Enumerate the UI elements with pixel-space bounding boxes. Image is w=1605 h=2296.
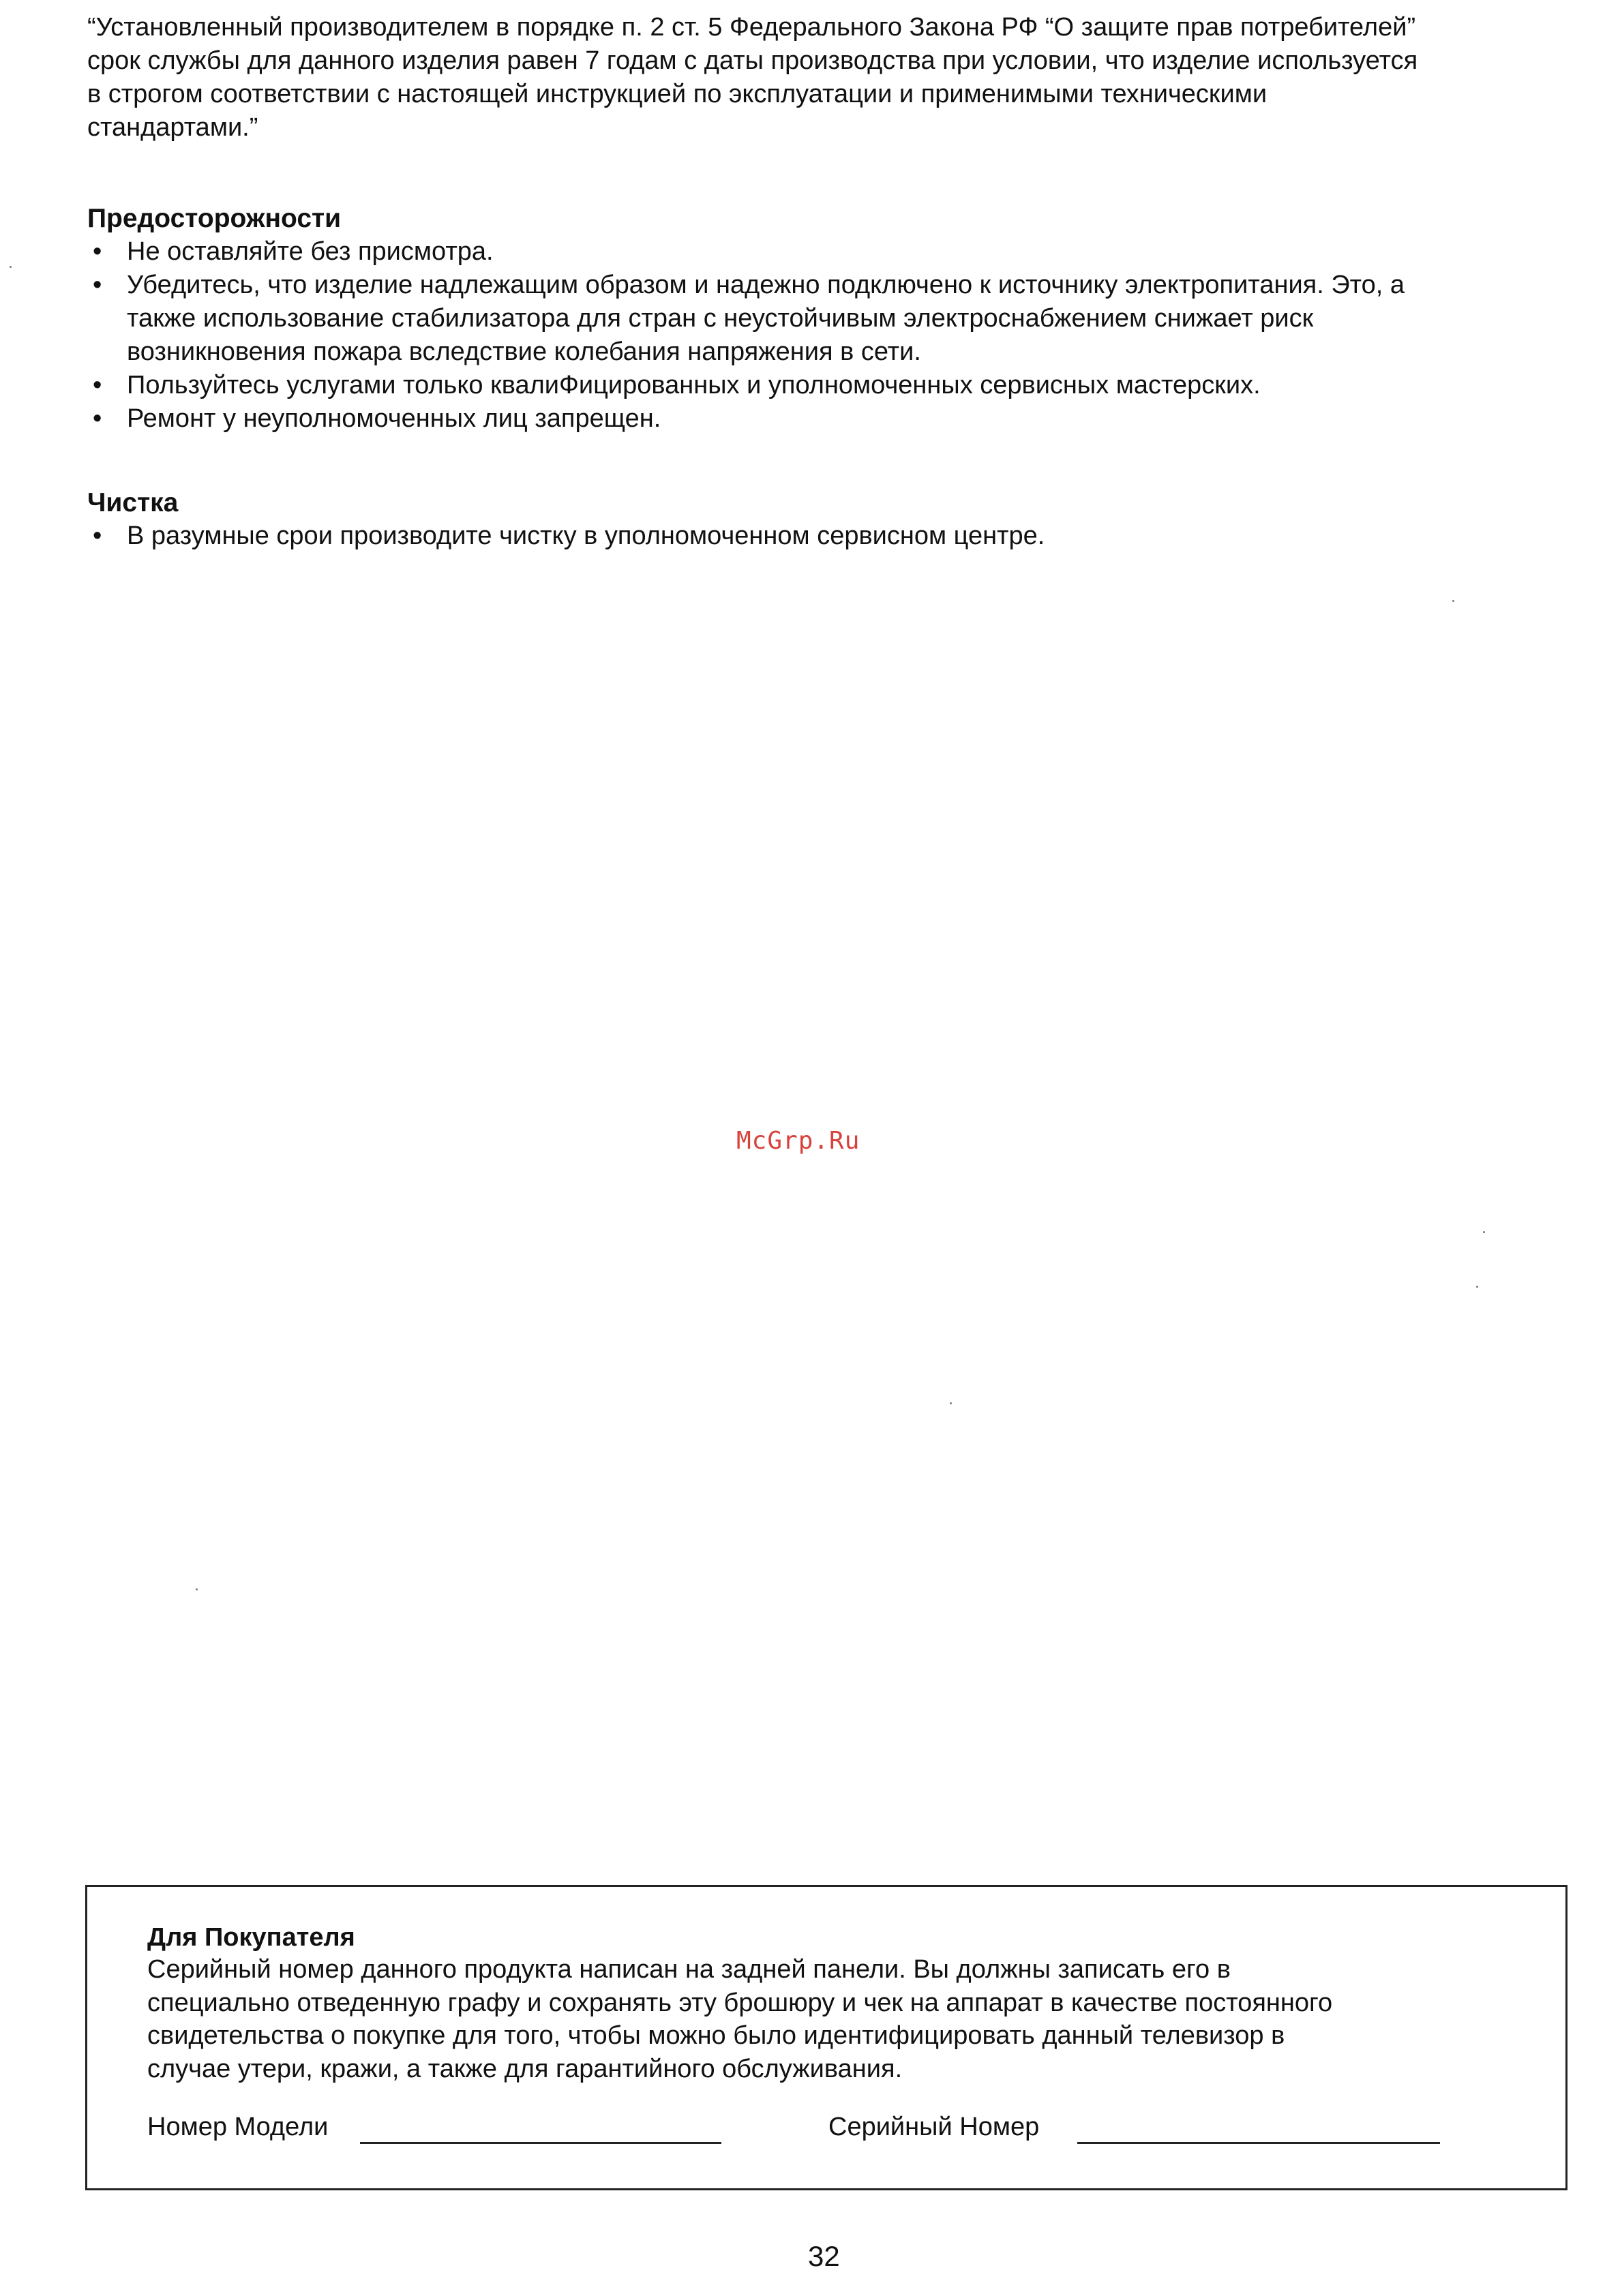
buyer-line: Серийный номер данного продукта написан на задней панели. Вы должны записать его в — [147, 1955, 1231, 1984]
scan-speck — [196, 1588, 198, 1590]
serial-number-field — [828, 2111, 1039, 2143]
list-item-text: Пользуйтесь услугами только квалиФицированных и уполномоченных сервисных мастерских. — [127, 371, 1261, 399]
intro-line: в строгом соответствии с настоящей инструкцией по эксплуатации и применимыми техническими — [87, 80, 1268, 108]
serial-number-blank[interactable] — [1077, 2142, 1440, 2144]
buyer-line: свидетельства о покупке для того, чтобы можно было идентифицировать данный телевизор в — [147, 2021, 1285, 2050]
list-item — [87, 369, 1574, 402]
list-item-text: также использование стабилизатора для стран с неустойчивым электроснабжением снижает риск — [127, 304, 1314, 333]
intro-line: стандартами.” — [87, 113, 258, 142]
list-item-text: Убедитесь, что изделие надлежащим образом и надежно подключено к источнику электропитания. Это, а — [127, 271, 1405, 299]
service-life-statement — [87, 11, 1574, 145]
scan-speck — [1476, 1286, 1478, 1288]
intro-line: “Установленный производителем в порядке п. 2 ст. 5 Федерального Закона РФ “О защите прав потребителей” — [87, 13, 1416, 42]
bullet-icon: • — [93, 237, 102, 266]
bullet-icon: • — [93, 522, 102, 550]
serial-number-label: Серийный Номер — [828, 2113, 1040, 2141]
precautions-list — [87, 235, 1574, 436]
bullet-icon: • — [93, 271, 102, 299]
list-item-text: Не оставляйте без присмотра. — [127, 237, 494, 266]
list-item — [87, 269, 1574, 369]
buyer-heading: Для Покупателя — [147, 1923, 355, 1952]
cleaning-heading: Чистка — [87, 488, 179, 517]
scan-speck — [1483, 1231, 1485, 1233]
buyer-line: случае утери, кражи, а также для гарантийного обслуживания. — [147, 2054, 903, 2083]
page-number: 32 — [808, 2240, 840, 2272]
cleaning-section — [87, 486, 1574, 553]
scan-speck — [10, 266, 12, 268]
precautions-section — [87, 202, 1574, 436]
bullet-icon: • — [93, 371, 102, 399]
list-item — [87, 402, 1574, 436]
list-item-text: Ремонт у неуполномоченных лиц запрещен. — [127, 404, 661, 433]
precautions-heading: Предосторожности — [87, 204, 342, 233]
model-number-label: Номер Модели — [147, 2113, 329, 2141]
watermark: McGrp.Ru — [736, 1127, 860, 1155]
list-item — [87, 235, 1574, 269]
model-number-blank[interactable] — [360, 2142, 721, 2144]
list-item-text: возникновения пожара вследствие колебания напряжения в сети. — [127, 337, 921, 366]
scan-speck — [1452, 600, 1454, 602]
bullet-icon: • — [93, 404, 102, 433]
cleaning-list — [87, 519, 1574, 553]
buyer-info-box — [85, 1885, 1567, 2190]
list-item-text: В разумные срои производите чистку в уполномоченном сервисном центре. — [127, 522, 1045, 550]
model-number-field — [147, 2111, 328, 2143]
list-item — [87, 519, 1574, 553]
buyer-instructions — [147, 1953, 1525, 2085]
buyer-line: специально отведенную графу и сохранять эту брошюру и чек на аппарат в качестве постоянного — [147, 1988, 1333, 2017]
intro-line: срок службы для данного изделия равен 7 годам с даты производства при условии, что изделие используется — [87, 46, 1418, 75]
scan-speck — [950, 1402, 952, 1404]
